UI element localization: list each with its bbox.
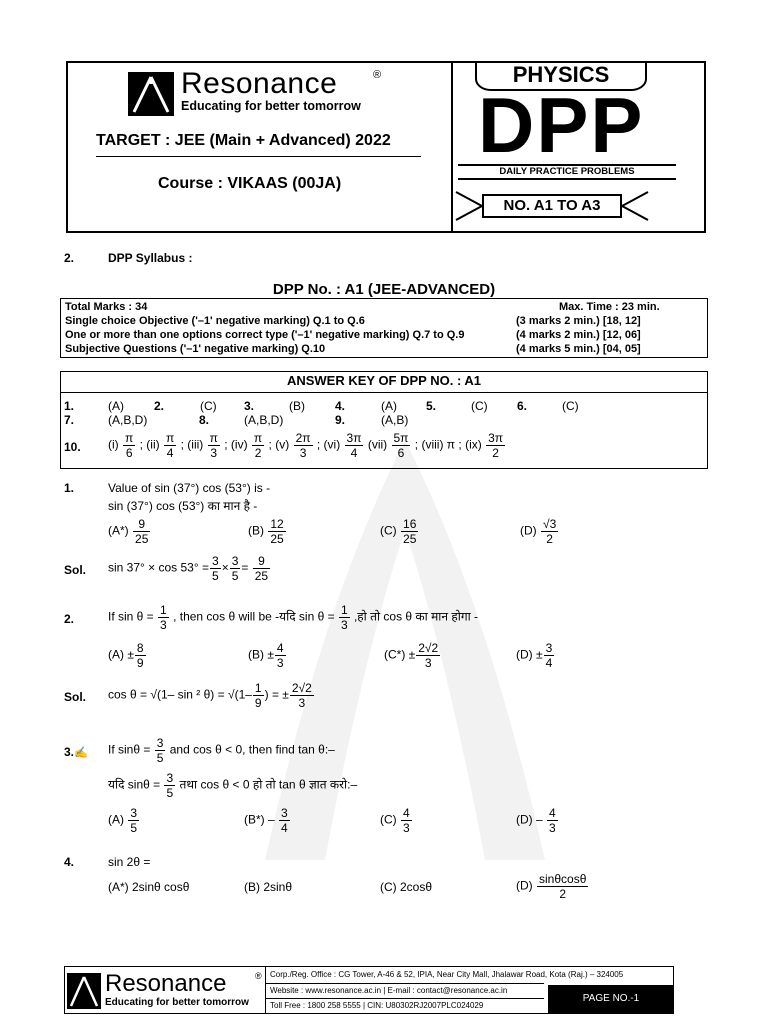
marks-row-right: (3 marks 2 min.) [18, 12] — [516, 315, 641, 327]
target-heading: TARGET : JEE (Main + Advanced) 2022 — [96, 132, 391, 149]
page-number: PAGE NO.-1 — [548, 985, 674, 1013]
answer-value: (C) — [471, 399, 488, 413]
footer-divider — [266, 998, 544, 999]
dpp-big-title: DPP — [478, 81, 645, 169]
dpp-full-form: DAILY PRACTICE PROBLEMS — [458, 164, 676, 180]
resonance-logo-icon — [67, 973, 101, 1009]
question-text: If sinθ = $\frac{3}{5}$ and cos θ < 0, then find tan θ:– — [108, 736, 335, 765]
solution-label: Sol. — [64, 690, 87, 704]
office-address: Corp./Reg. Office : CG Tower, A-46 & 52, IPIA, Near City Mall, Jhalawar Road, Kota (Raj.) – 324005 — [270, 970, 624, 979]
solution-text: cos θ = √(1– sin ² θ) = √(1– $\frac{1}{9}$ ) = ± $\frac{2√2}{3}$ — [108, 681, 312, 710]
course-heading: Course : VIKAAS (00JA) — [158, 175, 342, 192]
resonance-logo-icon — [128, 72, 174, 116]
solution-text: sin 37° × cos 53° = $\frac{3}{5}$ × $\frac{3}{5}$ = $\frac{9}{25}$ — [108, 554, 269, 583]
marks-info-box — [60, 298, 708, 358]
footer-tagline: Educating for better tomorrow — [105, 997, 249, 1008]
pen-icon: ✍ — [74, 747, 88, 759]
brand-tagline: Educating for better tomorrow — [181, 99, 361, 113]
website-email: Website : www.resonance.ac.in | E-mail : contact@resonance.ac.in — [270, 986, 508, 995]
syllabus-number: 2. — [64, 251, 75, 265]
fraction: $\frac{2\pi}{3}$ — [295, 431, 311, 460]
syllabus-label: DPP Syllabus : — [108, 251, 193, 265]
option-d: (D) ± $\frac{3}{4}$ — [516, 641, 553, 670]
question-text-hindi: sin (37°) cos (53°) का मान है - — [108, 499, 258, 513]
option-a: (A*) $\frac{9}{25}$ — [108, 517, 149, 546]
footer-contact — [265, 967, 673, 1013]
answer-number: 5. — [426, 399, 437, 413]
fraction: $\frac{5\pi}{6}$ — [393, 431, 409, 460]
option-c: (C*) ± $\frac{2√2}{3}$ — [384, 641, 439, 670]
question-text: Value of sin (37°) cos (53°) is - — [108, 481, 271, 495]
question-number: 3.✍ — [64, 745, 88, 759]
toll-free: Toll Free : 1800 258 5555 | CIN: U80302RJ2007PLC024029 — [270, 1001, 484, 1010]
fraction: $\frac{3\pi}{2}$ — [488, 431, 504, 460]
footer-brand-name: Resonance — [105, 970, 227, 997]
header-box — [66, 61, 706, 233]
option-d: (D) – $\frac{4}{3}$ — [516, 806, 556, 835]
answer-number: 8. — [199, 413, 210, 427]
option-c: (C) $\frac{4}{3}$ — [380, 806, 410, 835]
option-b: (B) ± $\frac{4}{3}$ — [248, 641, 284, 670]
option-b: (B) $\frac{12}{25}$ — [248, 517, 284, 546]
option-b: (B) 2sinθ — [244, 880, 293, 894]
option-a: (A) $\frac{3}{5}$ — [108, 806, 138, 835]
question-text: sin 2θ = — [108, 855, 151, 869]
header-left-panel — [68, 63, 453, 231]
answer-number: 4. — [335, 399, 346, 413]
question-text: If sin θ = $\frac{1}{3}$ , then cos θ will be -यदि sin θ = $\frac{1}{3}$ ,हो तो cos θ का मान होगा - — [108, 603, 479, 632]
footer — [64, 966, 674, 1014]
answer-number: 7. — [64, 413, 75, 427]
option-b: (B*) – $\frac{3}{4}$ — [244, 806, 288, 835]
answer-number: 1. — [64, 399, 75, 413]
answer-number: 9. — [335, 413, 346, 427]
question-number: 4. — [64, 855, 75, 869]
answer-number: 10. — [64, 440, 81, 454]
answer-value: (A,B) — [381, 413, 409, 427]
answer-number: 3. — [244, 399, 255, 413]
option-d: (D) $\frac{\sin\theta\cos\theta}{2}$ — [516, 872, 587, 901]
question-text-hindi: यदि sinθ = $\frac{3}{5}$ तथा cos θ < 0 हो तो tan θ ज्ञात करो:– — [108, 771, 358, 800]
registered-mark: ® — [373, 69, 382, 81]
option-a: (A) ± $\frac{8}{9}$ — [108, 641, 144, 670]
answer-value: (B) — [289, 399, 305, 413]
answer-key-box — [60, 371, 708, 469]
dpp-range-banner — [452, 184, 652, 228]
dpp-title: DPP No. : A1 (JEE-ADVANCED) — [272, 281, 496, 298]
option-c: (C) $\frac{16}{25}$ — [380, 517, 417, 546]
subject-label: PHYSICS — [475, 61, 647, 91]
fraction: $\frac{\pi}{3}$ — [209, 431, 218, 460]
option-a: (A*) 2sinθ cosθ — [108, 880, 190, 894]
answer-value: (C) — [562, 399, 579, 413]
answer-value: (A,B,D) — [108, 413, 148, 427]
option-d: (D) $\frac{√3}{2}$ — [520, 517, 557, 546]
answer-value: (C) — [200, 399, 217, 413]
marks-row-right: (4 marks 2 min.) [12, 06] — [516, 329, 641, 341]
solution-label: Sol. — [64, 563, 87, 577]
marks-row-right: (4 marks 5 min.) [04, 05] — [516, 343, 641, 355]
answer-q10-values: (i) $\frac{\pi}{6}$ ; (ii) $\frac{\pi}{4}$ ; (iii) $\frac{\pi}{3}$ ; (iv) $\frac{\pi}{2}$ ; (v) $\frac{2\pi}{3}$ ; (vi) $\frac{3\pi}{4}$ (vii) $\frac{5\pi}{6}$ ; (viii) π ; (ix) $\frac{3\pi}{2}$ — [108, 431, 504, 460]
total-marks: Total Marks : 34 — [65, 301, 148, 313]
marks-row-left: Subjective Questions ('–1' negative marking) Q.10 — [65, 343, 326, 355]
marks-row-left: One or more than one options correct type ('–1' negative marking) Q.7 to Q.9 — [65, 329, 465, 341]
option-c: (C) 2cosθ — [380, 880, 433, 894]
question-number: 2. — [64, 612, 75, 626]
max-time: Max. Time : 23 min. — [559, 301, 660, 313]
question-number: 1. — [64, 481, 75, 495]
fraction: $\frac{3\pi}{4}$ — [346, 431, 362, 460]
answer-number: 2. — [154, 399, 165, 413]
fraction: $\frac{\pi}{2}$ — [253, 431, 263, 460]
fraction: $\frac{\pi}{6}$ — [125, 431, 134, 460]
answer-value: (A) — [108, 399, 124, 413]
answer-number: 6. — [517, 399, 528, 413]
brand-name: Resonance — [181, 67, 338, 100]
marks-row-left: Single choice Objective ('–1' negative marking) Q.1 to Q.6 — [65, 315, 365, 327]
answer-value: (A,B,D) — [244, 413, 284, 427]
registered-mark: ® — [255, 971, 262, 981]
answer-value: (A) — [381, 399, 397, 413]
target-underline — [96, 156, 421, 157]
footer-divider — [266, 983, 544, 984]
dpp-range: NO. A1 TO A3 — [482, 194, 622, 218]
fraction: $\frac{\pi}{4}$ — [165, 431, 175, 460]
answer-key-title: ANSWER KEY OF DPP NO. : A1 — [61, 373, 707, 393]
